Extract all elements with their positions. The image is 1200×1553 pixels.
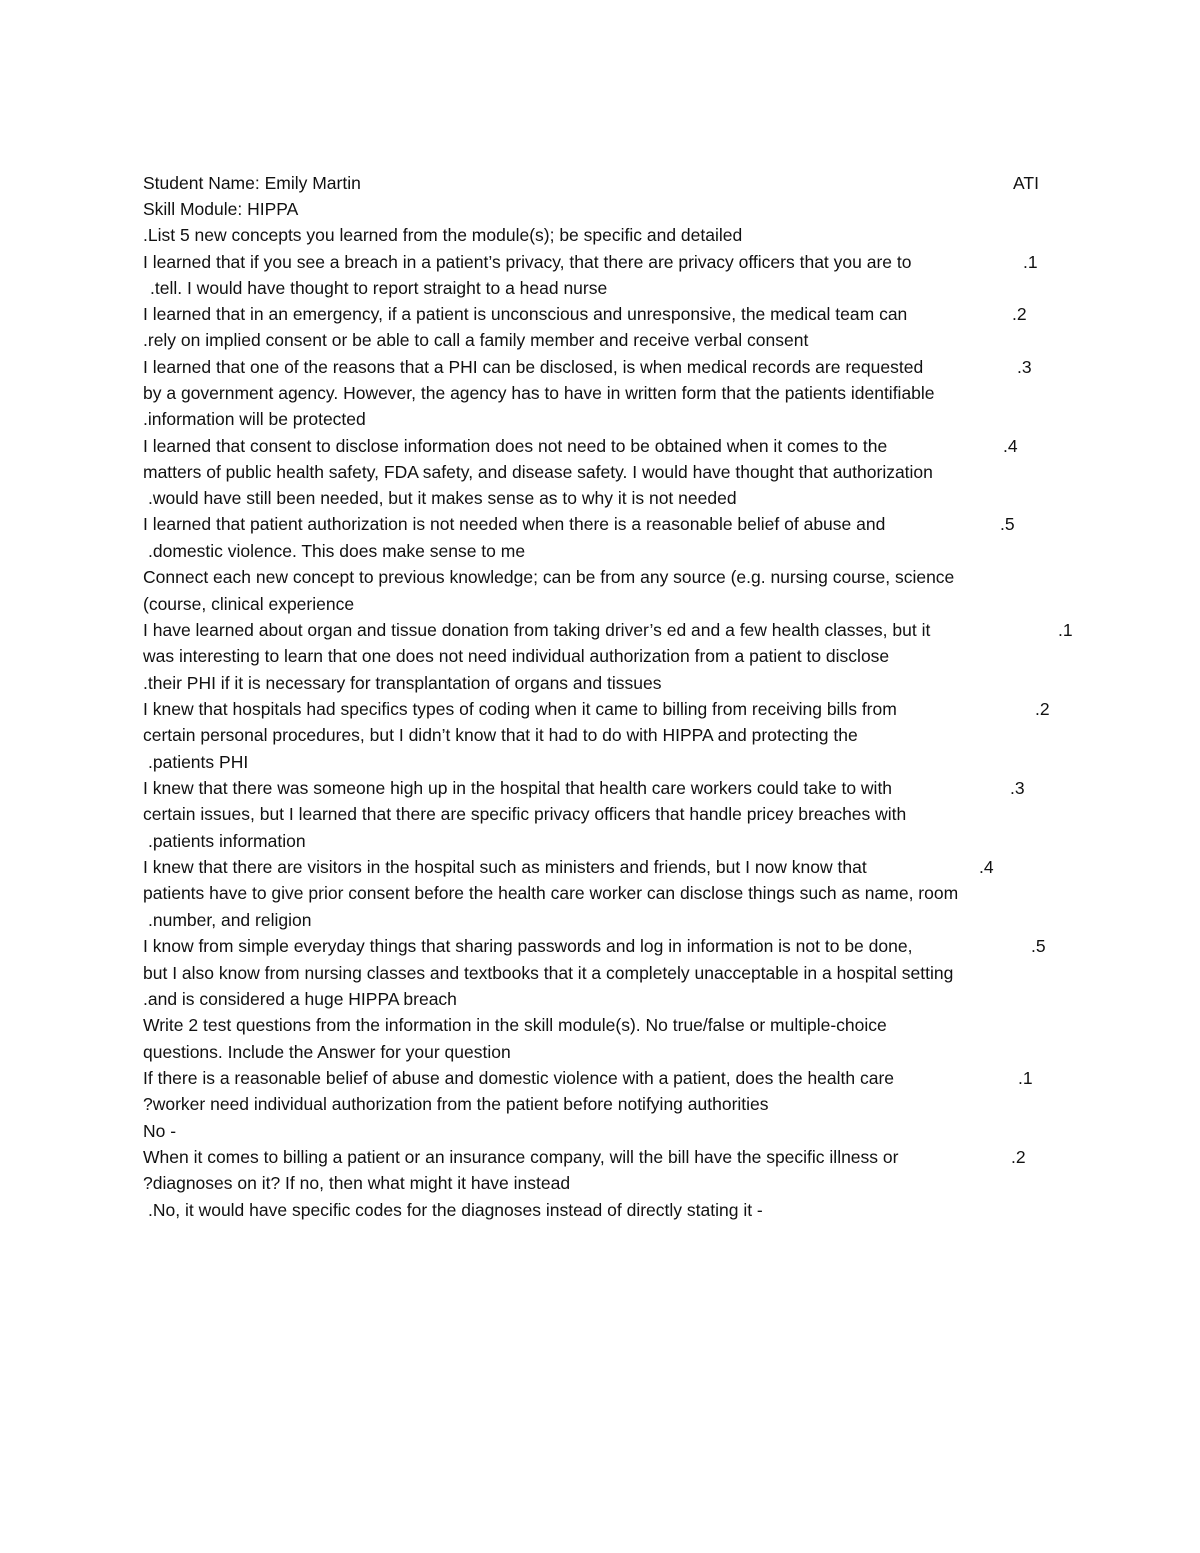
s3-answer2: .No, it would have specific codes for the diagnoses instead of directly stating it - [148, 1200, 763, 1220]
s3-question1-number: .1 [1018, 1068, 1033, 1088]
s1-item5-line2: .domestic violence. This does make sense to me [148, 541, 526, 561]
s2-item4-line3: .number, and religion [148, 910, 312, 930]
ati-label: ATI [1013, 173, 1039, 193]
student-name-line: Student Name: Emily Martin [143, 173, 361, 193]
s1-item5-number: .5 [1000, 514, 1015, 534]
section3-heading-line2: questions. Include the Answer for your question [143, 1042, 511, 1062]
s2-item3-line2: certain issues, but I learned that there are specific privacy officers that handle pricey breaches with [143, 804, 907, 824]
s2-item1-line1: I have learned about organ and tissue donation from taking driver’s ed and a few health classes, but it [143, 620, 931, 640]
skill-module-line: Skill Module: HIPPA [143, 199, 299, 219]
s1-item4-line2: matters of public health safety, FDA safety, and disease safety. I would have thought that authorization [143, 462, 933, 482]
s2-item1-number: .1 [1058, 620, 1073, 640]
s3-question1-line2: ?worker need individual authorization from the patient before notifying authorities [143, 1094, 769, 1114]
s3-question2-number: .2 [1011, 1147, 1026, 1167]
s2-item4-line2: patients have to give prior consent before the health care worker can disclose things such as name, room [143, 883, 959, 903]
s3-question2-line2: ?diagnoses on it? If no, then what might it have instead [143, 1173, 571, 1193]
s2-item4-line1: I knew that there are visitors in the hospital such as ministers and friends, but I now know that [143, 857, 867, 877]
s1-item4-line3: .would have still been needed, but it makes sense as to why it is not needed [148, 488, 737, 508]
s1-item3-line1: I learned that one of the reasons that a PHI can be disclosed, is when medical records are requested [143, 357, 924, 377]
s1-item2-line2: .rely on implied consent or be able to call a family member and receive verbal consent [143, 330, 809, 350]
s2-item5-line2: but I also know from nursing classes and textbooks that it a completely unacceptable in a hospital setting [143, 963, 954, 983]
s1-item5-line1: I learned that patient authorization is not needed when there is a reasonable belief of abuse and [143, 514, 886, 534]
s2-item3-number: .3 [1010, 778, 1025, 798]
s1-item1-line1: I learned that if you see a breach in a patient’s privacy, that there are privacy officers that you are to [143, 252, 912, 272]
section3-heading-line1: Write 2 test questions from the information in the skill module(s). No true/false or multiple-choice [143, 1015, 887, 1035]
s2-item2-line1: I knew that hospitals had specifics types of coding when it came to billing from receiving bills from [143, 699, 897, 719]
s1-item1-number: .1 [1023, 252, 1038, 272]
s2-item5-line1: I know from simple everyday things that sharing passwords and log in information is not to be done, [143, 936, 913, 956]
s3-answer1: No - [143, 1121, 177, 1141]
s2-item3-line3: .patients information [148, 831, 306, 851]
s3-question2-line1: When it comes to billing a patient or an insurance company, will the bill have the specific illness or [143, 1147, 899, 1167]
s2-item2-line2: certain personal procedures, but I didn’t know that it had to do with HIPPA and protecting the [143, 725, 858, 745]
s1-item3-number: .3 [1017, 357, 1032, 377]
s2-item5-number: .5 [1031, 936, 1046, 956]
s1-item1-line2: .tell. I would have thought to report straight to a head nurse [150, 278, 608, 298]
section2-heading-line1: Connect each new concept to previous knowledge; can be from any source (e.g. nursing course, science [143, 567, 955, 587]
section1-heading: .List 5 new concepts you learned from the module(s); be specific and detailed [143, 225, 743, 245]
s3-question1-line1: If there is a reasonable belief of abuse and domestic violence with a patient, does the health care [143, 1068, 895, 1088]
s2-item2-line3: .patients PHI [148, 752, 249, 772]
s2-item5-line3: .and is considered a huge HIPPA breach [143, 989, 457, 1009]
s2-item3-line1: I knew that there was someone high up in the hospital that health care workers could take to with [143, 778, 893, 798]
s1-item4-number: .4 [1003, 436, 1018, 456]
section2-heading-line2: (course, clinical experience [143, 594, 355, 614]
s1-item4-line1: I learned that consent to disclose information does not need to be obtained when it comes to the [143, 436, 888, 456]
s2-item1-line3: .their PHI if it is necessary for transplantation of organs and tissues [143, 673, 662, 693]
s1-item3-line2: by a government agency. However, the agency has to have in written form that the patients identifiable [143, 383, 935, 403]
s2-item4-number: .4 [979, 857, 994, 877]
s1-item2-line1: I learned that in an emergency, if a patient is unconscious and unresponsive, the medical team can [143, 304, 908, 324]
s2-item2-number: .2 [1035, 699, 1050, 719]
s1-item3-line3: .information will be protected [143, 409, 366, 429]
s1-item2-number: .2 [1012, 304, 1027, 324]
s2-item1-line2: was interesting to learn that one does not need individual authorization from a patient to disclose [143, 646, 890, 666]
